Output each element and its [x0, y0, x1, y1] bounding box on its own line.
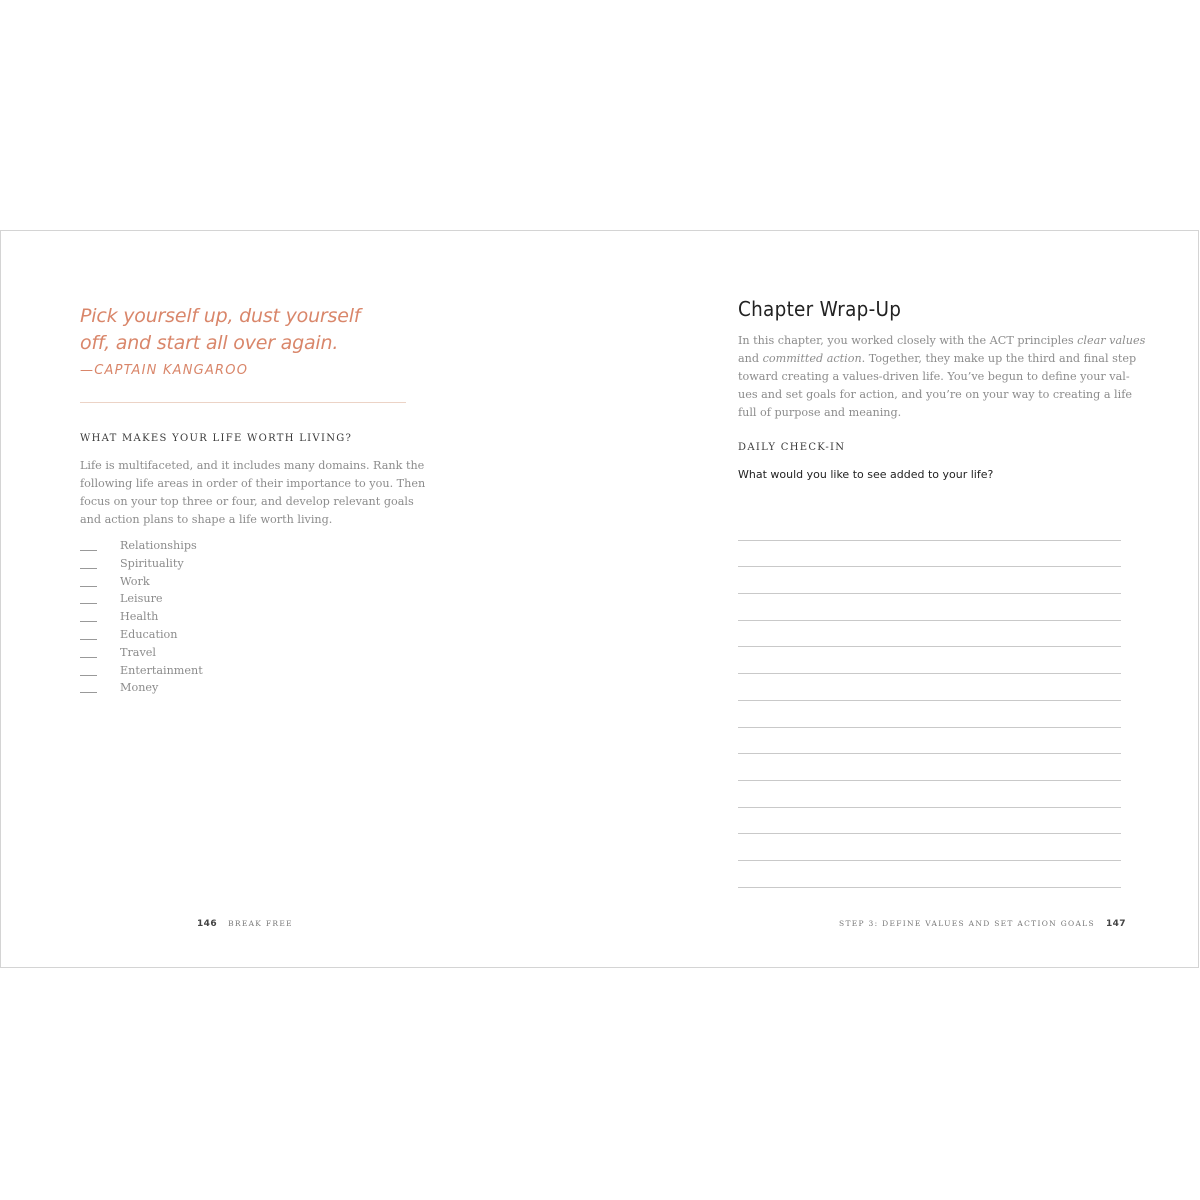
rank-label: Work [120, 574, 150, 588]
writing-line[interactable] [738, 621, 1121, 648]
divider [80, 402, 406, 403]
writing-line[interactable] [738, 674, 1121, 701]
rank-label: Entertainment [120, 663, 203, 677]
writing-line[interactable] [738, 647, 1121, 674]
quote-line: Pick yourself up, dust yourself [80, 305, 361, 327]
writing-line[interactable] [738, 754, 1121, 781]
quote-line: off, and start all over again. [80, 332, 339, 354]
writing-line[interactable] [738, 781, 1121, 808]
text-run: In this chapter, you worked closely with the ACT principles [738, 334, 1078, 347]
text-run: . Together, they make up the third and final step [861, 352, 1137, 365]
rank-blank[interactable] [80, 657, 97, 658]
intro-paragraph [80, 457, 425, 529]
writing-line[interactable] [738, 541, 1121, 568]
book-spread [0, 230, 1199, 968]
page-number: 147 [1105, 919, 1126, 929]
intro-line: Life is multifaceted, and it includes many domains. Rank the [80, 459, 425, 472]
paragraph-line: full of purpose and meaning. [738, 406, 902, 419]
quote-attribution: —CAPTAIN KANGAROO [80, 363, 249, 378]
right-folio [839, 919, 1126, 929]
rank-blank[interactable] [80, 675, 97, 676]
writing-line[interactable] [738, 834, 1121, 861]
emphasis: committed action [762, 352, 862, 365]
rank-label: Money [120, 681, 159, 695]
check-in-prompt: What would you like to see added to your life? [738, 468, 994, 481]
running-head: BREAK FREE [228, 919, 293, 928]
rank-label: Education [120, 627, 178, 641]
rank-label: Leisure [120, 592, 163, 606]
intro-line: focus on your top three or four, and develop relevant goals [80, 495, 414, 508]
section-heading-life-worth-living: WHAT MAKES YOUR LIFE WORTH LIVING? [80, 433, 353, 444]
rank-label: Spirituality [120, 556, 184, 570]
intro-line: following life areas in order of their importance to you. Then [80, 477, 426, 490]
writing-line[interactable] [738, 594, 1121, 621]
wrap-up-paragraph [738, 332, 1145, 422]
section-heading-daily-check-in: DAILY CHECK-IN [738, 442, 846, 453]
chapter-title: Chapter Wrap-Up [738, 297, 902, 321]
rank-blank[interactable] [80, 603, 97, 604]
text-run: and [738, 352, 763, 365]
writing-line[interactable] [738, 514, 1121, 541]
rank-label: Travel [120, 645, 156, 659]
rank-blank[interactable] [80, 621, 97, 622]
rank-blank[interactable] [80, 550, 97, 551]
running-head: STEP 3: DEFINE VALUES AND SET ACTION GOALS [839, 919, 1095, 928]
writing-line[interactable] [738, 808, 1121, 835]
writing-lines[interactable] [738, 514, 1121, 888]
writing-line[interactable] [738, 861, 1121, 888]
writing-line[interactable] [738, 567, 1121, 594]
rank-blank[interactable] [80, 568, 97, 569]
rank-label: Health [120, 610, 159, 624]
rank-blank[interactable] [80, 692, 97, 693]
left-folio [197, 919, 293, 929]
paragraph-line: ues and set goals for action, and you’re on your way to creating a life [738, 388, 1132, 401]
page-number: 146 [197, 919, 217, 929]
writing-line[interactable] [738, 701, 1121, 728]
emphasis: clear values [1077, 334, 1146, 347]
paragraph-line: toward creating a values-driven life. You’ve begun to define your val- [738, 370, 1130, 383]
rank-blank[interactable] [80, 586, 97, 587]
intro-line: and action plans to shape a life worth living. [80, 513, 333, 526]
rank-label: Relationships [120, 539, 197, 552]
epigraph-quote [80, 303, 410, 357]
writing-line[interactable] [738, 728, 1121, 755]
rank-blank[interactable] [80, 639, 97, 640]
paragraph-line [738, 332, 1145, 350]
paragraph-line [738, 350, 1145, 368]
